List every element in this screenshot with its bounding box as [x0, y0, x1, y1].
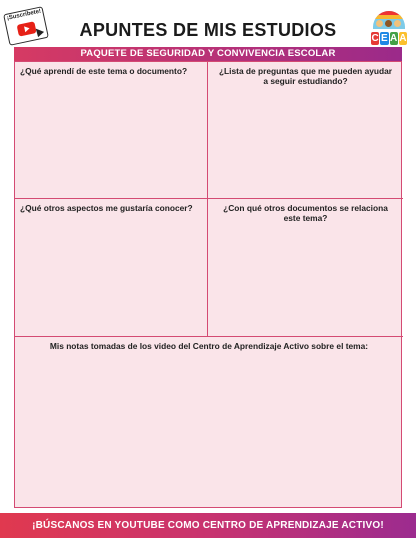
logo-letter: A	[399, 33, 407, 44]
logo-letter: A	[390, 33, 398, 44]
question-related-docs	[208, 203, 403, 223]
question-list-line2: a seguir estudiando?	[263, 76, 348, 86]
section-banner: PAQUETE DE SEGURIDAD Y CONVIVENCIA ESCOLAR	[14, 47, 402, 61]
question-other-aspects: ¿Qué otros aspectos me gustaría conocer?	[20, 203, 193, 213]
notes-box-related-docs[interactable]	[208, 199, 403, 337]
footer-banner: ¡BÚSCANOS EN YOUTUBE COMO CENTRO DE APRENDIZAJE ACTIVO!	[0, 513, 416, 538]
question-related-line2: este tema?	[283, 213, 328, 223]
notes-box-questions[interactable]	[208, 62, 403, 199]
logo-letter: E	[381, 33, 388, 44]
question-learned: ¿Qué aprendí de este tema o documento?	[20, 66, 188, 76]
question-related-line1: ¿Con qué otros documentos se relaciona	[223, 203, 388, 213]
logo-letter: C	[371, 33, 379, 44]
subscribe-badge[interactable]	[3, 6, 49, 46]
subscribe-label: ¡Suscríbete!	[6, 8, 42, 22]
notes-box-video-notes[interactable]	[15, 337, 403, 509]
ceaa-logo	[370, 10, 408, 46]
children-icon	[376, 20, 402, 32]
notes-grid	[14, 61, 402, 508]
notes-box-learned[interactable]	[15, 62, 208, 199]
question-list-line1: ¿Lista de preguntas que me pueden ayudar	[218, 66, 393, 76]
notes-box-other-aspects[interactable]	[15, 199, 208, 337]
question-video-notes: Mis notas tomadas de los video del Centro de Aprendizaje Activo sobre el tema:	[49, 341, 369, 351]
page-title: APUNTES DE MIS ESTUDIOS	[79, 20, 337, 40]
logo-letters	[371, 32, 407, 45]
question-list	[208, 66, 403, 86]
